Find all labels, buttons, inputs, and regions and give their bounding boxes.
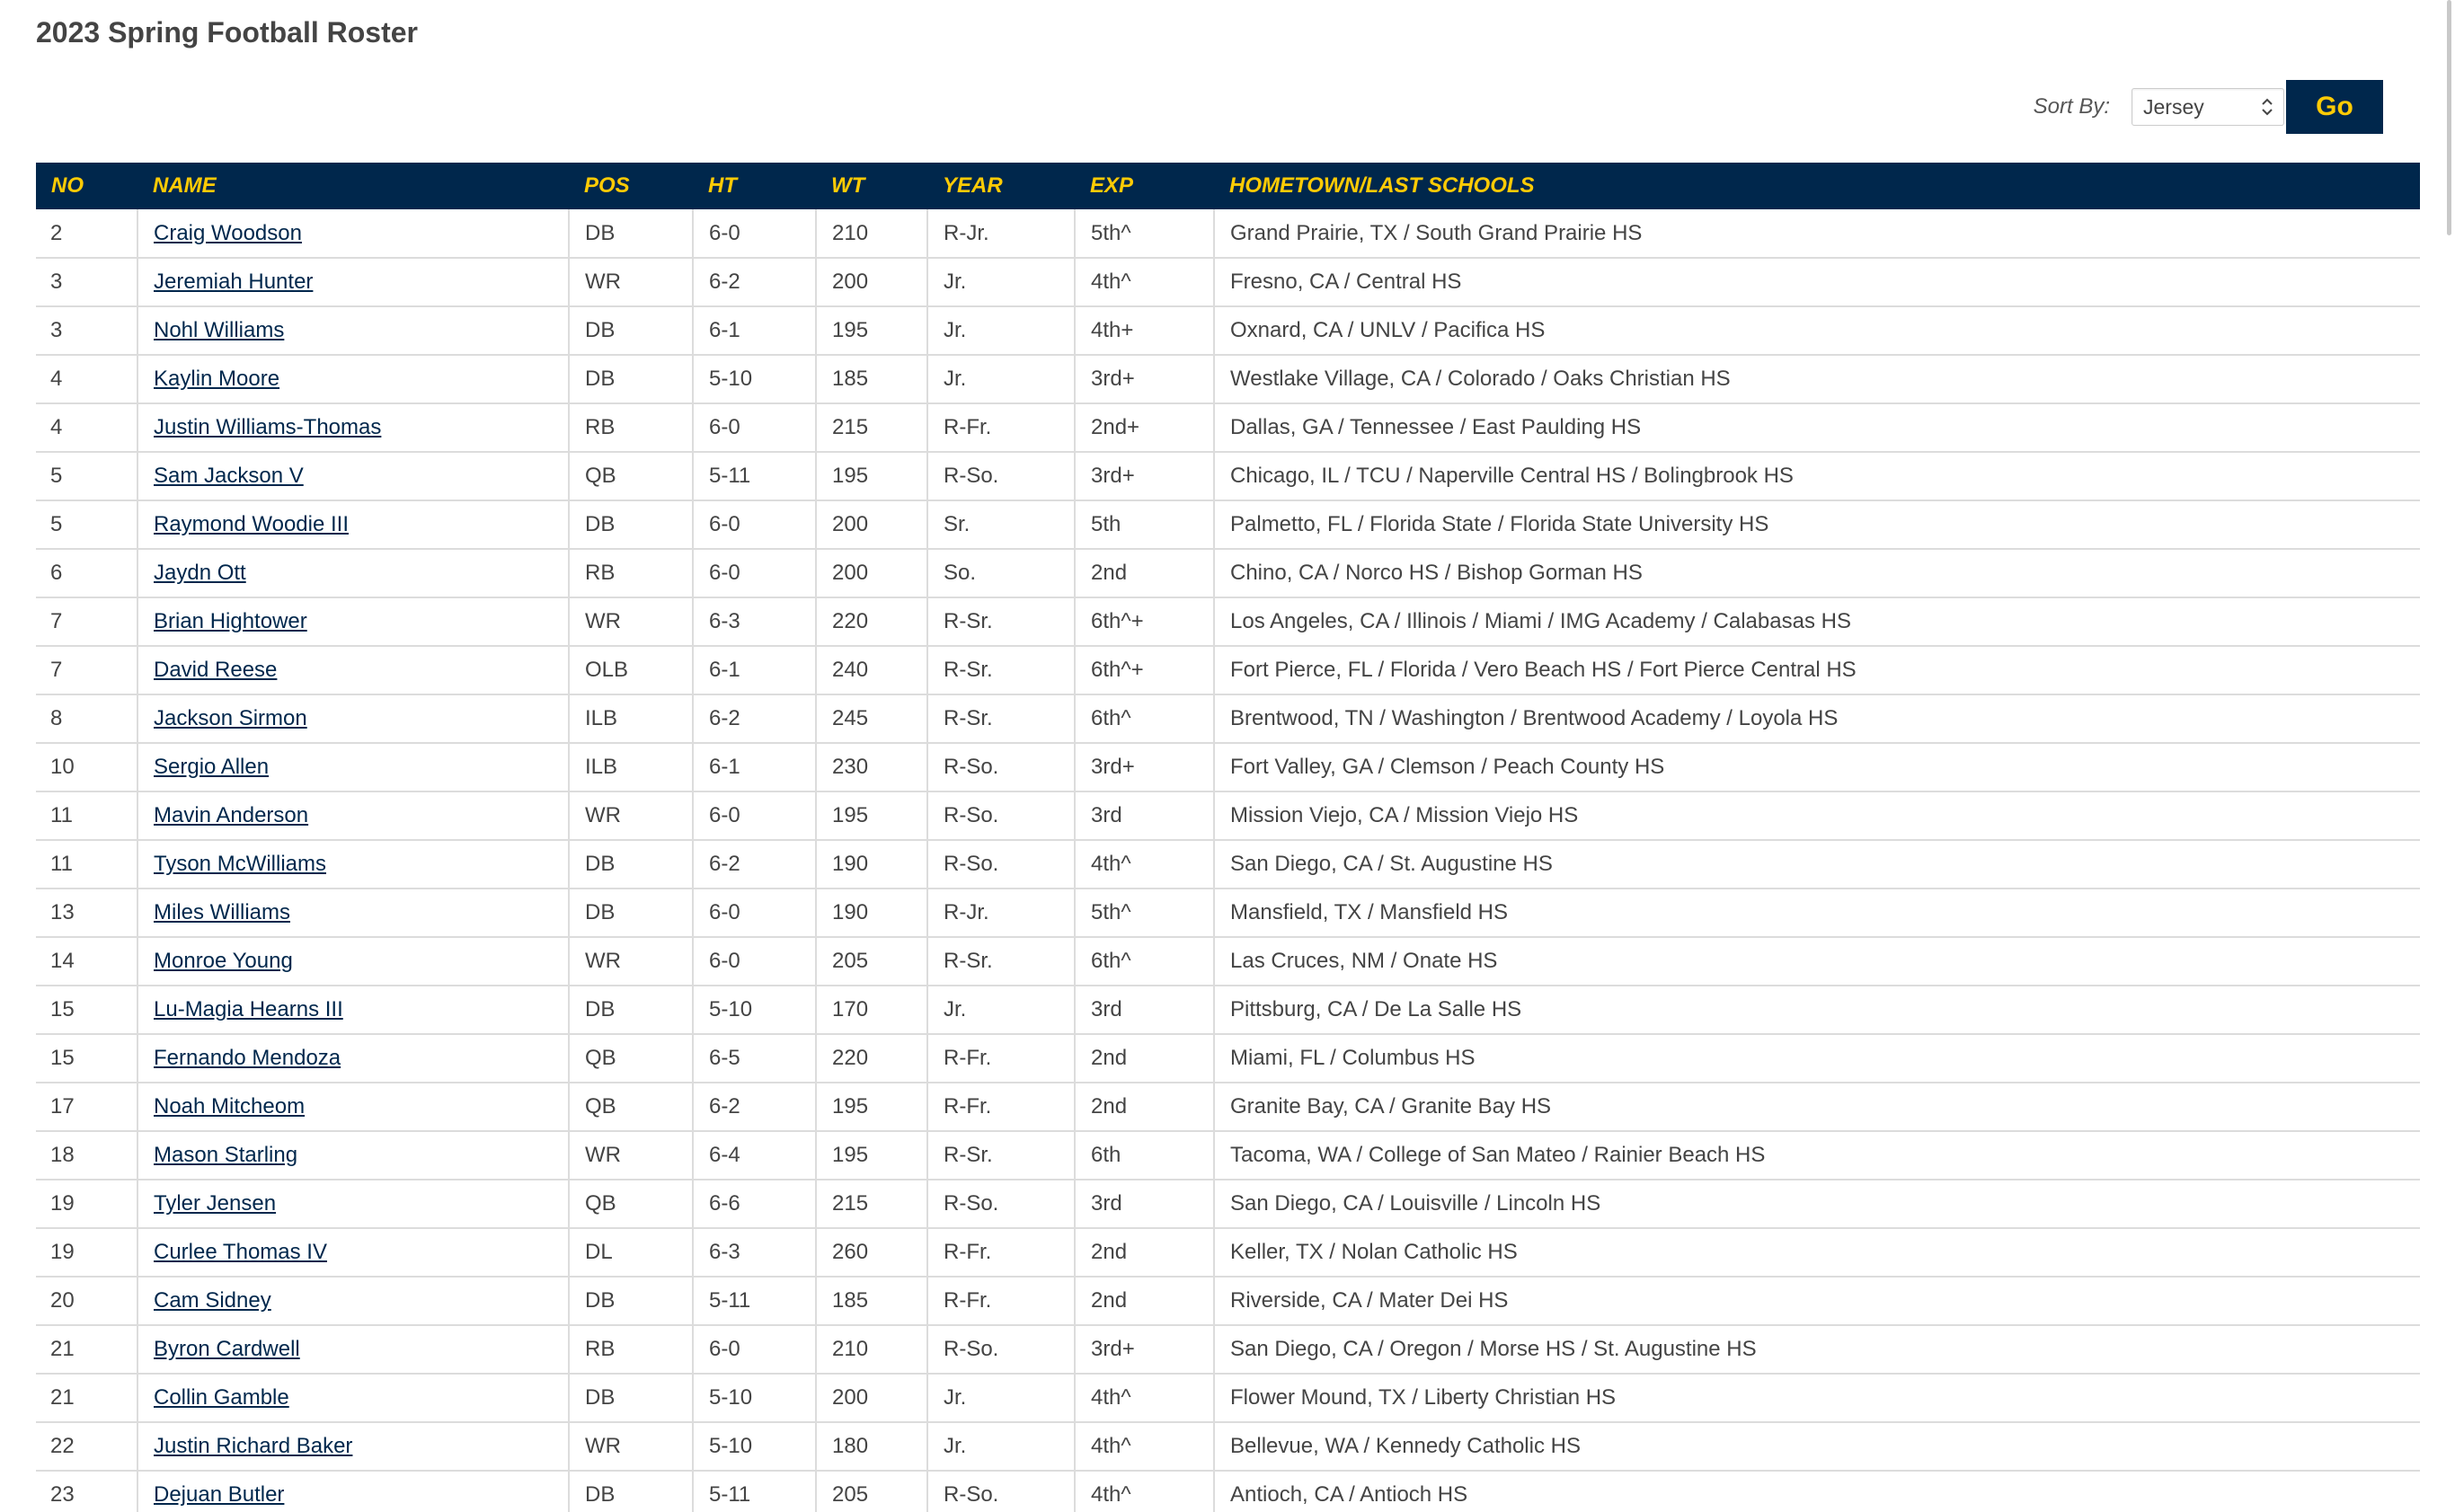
cell-wt: 205 <box>816 937 927 986</box>
cell-exp: 3rd <box>1075 986 1214 1034</box>
player-name-link[interactable]: Byron Cardwell <box>154 1337 300 1361</box>
cell-name <box>137 306 569 355</box>
cell-pos: WR <box>569 791 693 840</box>
cell-hometown: Fort Pierce, FL / Florida / Vero Beach HS / Fort Pierce Central HS <box>1214 646 2420 694</box>
cell-wt: 210 <box>816 209 927 258</box>
table-row <box>36 646 2420 694</box>
cell-ht: 6-0 <box>693 937 816 986</box>
cell-wt: 195 <box>816 1131 927 1180</box>
cell-wt: 210 <box>816 1325 927 1374</box>
player-name-link[interactable]: Jaydn Ott <box>154 561 246 585</box>
cell-hometown: Las Cruces, NM / Onate HS <box>1214 937 2420 986</box>
cell-name <box>137 840 569 889</box>
player-name-link[interactable]: Jeremiah Hunter <box>154 270 314 294</box>
cell-exp: 6th^ <box>1075 937 1214 986</box>
player-name-link[interactable]: Lu-Magia Hearns III <box>154 997 343 1021</box>
cell-no: 20 <box>36 1277 137 1325</box>
table-row <box>36 549 2420 597</box>
cell-hometown: Brentwood, TN / Washington / Brentwood Academy / Loyola HS <box>1214 694 2420 743</box>
player-name-link[interactable]: Cam Sidney <box>154 1288 271 1313</box>
cell-year: R-So. <box>927 791 1075 840</box>
player-name-link[interactable]: Noah Mitcheom <box>154 1094 306 1119</box>
cell-pos: ILB <box>569 743 693 791</box>
player-name-link[interactable]: Dejuan Butler <box>154 1482 285 1507</box>
cell-pos: RB <box>569 549 693 597</box>
cell-pos: DB <box>569 1471 693 1512</box>
cell-wt: 205 <box>816 1471 927 1512</box>
player-name-link[interactable]: Miles Williams <box>154 900 290 924</box>
column-header-ht: HT <box>693 163 816 209</box>
cell-year: R-Sr. <box>927 646 1075 694</box>
cell-year: R-Sr. <box>927 1131 1075 1180</box>
cell-pos: OLB <box>569 646 693 694</box>
cell-hometown: Chino, CA / Norco HS / Bishop Gorman HS <box>1214 549 2420 597</box>
cell-ht: 5-10 <box>693 355 816 403</box>
table-row <box>36 1471 2420 1512</box>
table-row <box>36 597 2420 646</box>
cell-wt: 180 <box>816 1422 927 1471</box>
table-row <box>36 986 2420 1034</box>
cell-pos: DB <box>569 889 693 937</box>
cell-year: R-Jr. <box>927 889 1075 937</box>
cell-exp: 6th^ <box>1075 694 1214 743</box>
cell-hometown: Antioch, CA / Antioch HS <box>1214 1471 2420 1512</box>
cell-name <box>137 549 569 597</box>
cell-exp: 2nd+ <box>1075 403 1214 452</box>
player-name-link[interactable]: Justin Richard Baker <box>154 1434 353 1458</box>
cell-ht: 6-3 <box>693 1228 816 1277</box>
column-header-wt: WT <box>816 163 927 209</box>
cell-pos: QB <box>569 452 693 500</box>
player-name-link[interactable]: Craig Woodson <box>154 220 302 245</box>
table-row <box>36 1374 2420 1422</box>
cell-year: Jr. <box>927 306 1075 355</box>
cell-name <box>137 1228 569 1277</box>
cell-name <box>137 209 569 258</box>
cell-name <box>137 403 569 452</box>
player-name-link[interactable]: David Reese <box>154 658 278 682</box>
cell-wt: 220 <box>816 597 927 646</box>
cell-ht: 6-0 <box>693 791 816 840</box>
table-row <box>36 791 2420 840</box>
table-row <box>36 743 2420 791</box>
cell-pos: WR <box>569 1422 693 1471</box>
cell-exp: 2nd <box>1075 1083 1214 1131</box>
cell-ht: 6-1 <box>693 646 816 694</box>
cell-year: R-So. <box>927 1325 1075 1374</box>
cell-name <box>137 743 569 791</box>
cell-pos: QB <box>569 1083 693 1131</box>
cell-name <box>137 694 569 743</box>
table-row <box>36 1083 2420 1131</box>
player-name-link[interactable]: Tyson McWilliams <box>154 852 327 876</box>
cell-year: R-Fr. <box>927 1034 1075 1083</box>
cell-name <box>137 1034 569 1083</box>
cell-year: Jr. <box>927 1374 1075 1422</box>
cell-year: Jr. <box>927 355 1075 403</box>
table-row <box>36 1180 2420 1228</box>
cell-hometown: Oxnard, CA / UNLV / Pacifica HS <box>1214 306 2420 355</box>
cell-ht: 6-0 <box>693 549 816 597</box>
cell-ht: 5-11 <box>693 1277 816 1325</box>
column-header-year: YEAR <box>927 163 1075 209</box>
sort-select-value: Jersey <box>2143 94 2204 119</box>
cell-exp: 4th^ <box>1075 1471 1214 1512</box>
cell-no: 3 <box>36 306 137 355</box>
cell-hometown: Grand Prairie, TX / South Grand Prairie HS <box>1214 209 2420 258</box>
cell-no: 5 <box>36 500 137 549</box>
cell-year: Jr. <box>927 1422 1075 1471</box>
cell-pos: QB <box>569 1034 693 1083</box>
sort-bar <box>2034 80 2383 134</box>
cell-exp: 6th^+ <box>1075 597 1214 646</box>
cell-name <box>137 937 569 986</box>
cell-hometown: Fort Valley, GA / Clemson / Peach County HS <box>1214 743 2420 791</box>
cell-no: 4 <box>36 355 137 403</box>
cell-no: 19 <box>36 1180 137 1228</box>
cell-pos: DB <box>569 209 693 258</box>
cell-wt: 195 <box>816 452 927 500</box>
cell-name <box>137 1277 569 1325</box>
cell-name <box>137 791 569 840</box>
cell-ht: 6-3 <box>693 597 816 646</box>
table-row <box>36 209 2420 258</box>
cell-ht: 6-0 <box>693 500 816 549</box>
table-row <box>36 1422 2420 1471</box>
roster-table <box>36 163 2420 1512</box>
cell-exp: 3rd+ <box>1075 1325 1214 1374</box>
cell-hometown: Tacoma, WA / College of San Mateo / Rainier Beach HS <box>1214 1131 2420 1180</box>
cell-pos: QB <box>569 1180 693 1228</box>
cell-no: 5 <box>36 452 137 500</box>
cell-name <box>137 1471 569 1512</box>
cell-name <box>137 646 569 694</box>
cell-no: 11 <box>36 840 137 889</box>
cell-name <box>137 355 569 403</box>
cell-no: 2 <box>36 209 137 258</box>
cell-year: R-Sr. <box>927 937 1075 986</box>
cell-hometown: San Diego, CA / St. Augustine HS <box>1214 840 2420 889</box>
cell-no: 3 <box>36 258 137 306</box>
table-row <box>36 1277 2420 1325</box>
cell-wt: 185 <box>816 1277 927 1325</box>
cell-wt: 215 <box>816 403 927 452</box>
cell-name <box>137 1180 569 1228</box>
cell-year: R-So. <box>927 1180 1075 1228</box>
cell-hometown: Los Angeles, CA / Illinois / Miami / IMG Academy / Calabasas HS <box>1214 597 2420 646</box>
cell-exp: 3rd+ <box>1075 355 1214 403</box>
cell-wt: 190 <box>816 889 927 937</box>
cell-hometown: Keller, TX / Nolan Catholic HS <box>1214 1228 2420 1277</box>
cell-exp: 3rd <box>1075 791 1214 840</box>
page-title: 2023 Spring Football Roster <box>36 16 418 49</box>
cell-name <box>137 1131 569 1180</box>
cell-name <box>137 258 569 306</box>
cell-pos: WR <box>569 258 693 306</box>
cell-no: 14 <box>36 937 137 986</box>
cell-wt: 240 <box>816 646 927 694</box>
cell-pos: DB <box>569 355 693 403</box>
cell-hometown: Dallas, GA / Tennessee / East Paulding HS <box>1214 403 2420 452</box>
table-row <box>36 1228 2420 1277</box>
cell-pos: RB <box>569 1325 693 1374</box>
cell-name <box>137 889 569 937</box>
cell-year: So. <box>927 549 1075 597</box>
column-header-pos: POS <box>569 163 693 209</box>
cell-wt: 185 <box>816 355 927 403</box>
vertical-scrollbar[interactable] <box>2442 0 2455 1512</box>
cell-name <box>137 1325 569 1374</box>
cell-wt: 200 <box>816 549 927 597</box>
cell-exp: 2nd <box>1075 549 1214 597</box>
cell-ht: 6-6 <box>693 1180 816 1228</box>
cell-ht: 6-4 <box>693 1131 816 1180</box>
cell-wt: 230 <box>816 743 927 791</box>
cell-no: 11 <box>36 791 137 840</box>
cell-pos: DB <box>569 1374 693 1422</box>
cell-pos: WR <box>569 597 693 646</box>
player-name-link[interactable]: Justin Williams-Thomas <box>154 415 382 439</box>
cell-no: 23 <box>36 1471 137 1512</box>
cell-ht: 6-0 <box>693 209 816 258</box>
cell-ht: 6-0 <box>693 1325 816 1374</box>
cell-year: R-Jr. <box>927 209 1075 258</box>
cell-exp: 5th^ <box>1075 209 1214 258</box>
cell-exp: 5th^ <box>1075 889 1214 937</box>
cell-pos: RB <box>569 403 693 452</box>
cell-wt: 190 <box>816 840 927 889</box>
cell-exp: 3rd <box>1075 1180 1214 1228</box>
cell-exp: 3rd+ <box>1075 452 1214 500</box>
cell-name <box>137 1374 569 1422</box>
cell-ht: 6-2 <box>693 1083 816 1131</box>
cell-no: 18 <box>36 1131 137 1180</box>
cell-ht: 5-10 <box>693 986 816 1034</box>
cell-hometown: Fresno, CA / Central HS <box>1214 258 2420 306</box>
cell-ht: 6-1 <box>693 743 816 791</box>
column-header-no: NO <box>36 163 137 209</box>
table-row <box>36 306 2420 355</box>
cell-name <box>137 500 569 549</box>
chevron-updown-icon <box>2260 96 2274 118</box>
table-row <box>36 1131 2420 1180</box>
cell-no: 7 <box>36 646 137 694</box>
player-name-link[interactable]: Brian Hightower <box>154 609 307 633</box>
cell-exp: 2nd <box>1075 1034 1214 1083</box>
cell-exp: 6th^+ <box>1075 646 1214 694</box>
cell-exp: 4th+ <box>1075 306 1214 355</box>
cell-hometown: Flower Mound, TX / Liberty Christian HS <box>1214 1374 2420 1422</box>
cell-hometown: Mansfield, TX / Mansfield HS <box>1214 889 2420 937</box>
table-row <box>36 403 2420 452</box>
cell-exp: 4th^ <box>1075 258 1214 306</box>
cell-no: 7 <box>36 597 137 646</box>
player-name-link[interactable]: Sergio Allen <box>154 755 270 779</box>
player-name-link[interactable]: Kaylin Moore <box>154 367 280 391</box>
column-header-hometown: HOMETOWN/LAST SCHOOLS <box>1214 163 2420 209</box>
cell-no: 8 <box>36 694 137 743</box>
cell-name <box>137 986 569 1034</box>
cell-hometown: Bellevue, WA / Kennedy Catholic HS <box>1214 1422 2420 1471</box>
cell-no: 4 <box>36 403 137 452</box>
cell-pos: DB <box>569 306 693 355</box>
table-row <box>36 355 2420 403</box>
cell-hometown: Pittsburg, CA / De La Salle HS <box>1214 986 2420 1034</box>
table-row <box>36 889 2420 937</box>
table-row <box>36 1034 2420 1083</box>
cell-exp: 5th <box>1075 500 1214 549</box>
table-row <box>36 500 2420 549</box>
table-row <box>36 694 2420 743</box>
player-name-link[interactable]: Tyler Jensen <box>154 1191 277 1216</box>
scrollbar-thumb[interactable] <box>2447 0 2451 235</box>
cell-hometown: Granite Bay, CA / Granite Bay HS <box>1214 1083 2420 1131</box>
cell-name <box>137 597 569 646</box>
cell-name <box>137 452 569 500</box>
cell-no: 15 <box>36 986 137 1034</box>
cell-name <box>137 1422 569 1471</box>
cell-no: 15 <box>36 1034 137 1083</box>
cell-no: 21 <box>36 1325 137 1374</box>
cell-no: 19 <box>36 1228 137 1277</box>
cell-hometown: San Diego, CA / Oregon / Morse HS / St. Augustine HS <box>1214 1325 2420 1374</box>
cell-name <box>137 1083 569 1131</box>
cell-hometown: Riverside, CA / Mater Dei HS <box>1214 1277 2420 1325</box>
cell-wt: 245 <box>816 694 927 743</box>
cell-year: R-Fr. <box>927 403 1075 452</box>
cell-hometown: Mission Viejo, CA / Mission Viejo HS <box>1214 791 2420 840</box>
cell-no: 21 <box>36 1374 137 1422</box>
cell-no: 6 <box>36 549 137 597</box>
player-name-link[interactable]: Raymond Woodie III <box>154 512 349 536</box>
cell-pos: DB <box>569 500 693 549</box>
cell-no: 13 <box>36 889 137 937</box>
cell-wt: 195 <box>816 1083 927 1131</box>
player-name-link[interactable]: Monroe Young <box>154 949 293 973</box>
cell-hometown: Palmetto, FL / Florida State / Florida State University HS <box>1214 500 2420 549</box>
cell-year: Jr. <box>927 986 1075 1034</box>
cell-ht: 6-0 <box>693 889 816 937</box>
cell-wt: 200 <box>816 258 927 306</box>
cell-ht: 6-1 <box>693 306 816 355</box>
table-row <box>36 937 2420 986</box>
cell-exp: 3rd+ <box>1075 743 1214 791</box>
player-name-link[interactable]: Mavin Anderson <box>154 803 309 827</box>
cell-pos: DB <box>569 1277 693 1325</box>
cell-exp: 2nd <box>1075 1228 1214 1277</box>
cell-hometown: Westlake Village, CA / Colorado / Oaks Christian HS <box>1214 355 2420 403</box>
column-header-exp: EXP <box>1075 163 1214 209</box>
cell-year: R-So. <box>927 452 1075 500</box>
cell-no: 10 <box>36 743 137 791</box>
player-name-link[interactable]: Nohl Williams <box>154 318 285 342</box>
cell-year: Sr. <box>927 500 1075 549</box>
cell-hometown: Miami, FL / Columbus HS <box>1214 1034 2420 1083</box>
cell-pos: DL <box>569 1228 693 1277</box>
cell-year: R-Sr. <box>927 597 1075 646</box>
cell-year: R-Sr. <box>927 694 1075 743</box>
player-name-link[interactable]: Jackson Sirmon <box>154 706 307 730</box>
cell-ht: 6-2 <box>693 840 816 889</box>
cell-wt: 195 <box>816 306 927 355</box>
cell-ht: 5-11 <box>693 452 816 500</box>
cell-ht: 6-2 <box>693 258 816 306</box>
cell-wt: 170 <box>816 986 927 1034</box>
cell-exp: 4th^ <box>1075 1374 1214 1422</box>
cell-pos: WR <box>569 937 693 986</box>
cell-year: R-So. <box>927 1471 1075 1512</box>
cell-exp: 2nd <box>1075 1277 1214 1325</box>
cell-year: R-Fr. <box>927 1228 1075 1277</box>
table-row <box>36 1325 2420 1374</box>
table-row <box>36 258 2420 306</box>
cell-wt: 195 <box>816 791 927 840</box>
cell-no: 22 <box>36 1422 137 1471</box>
player-name-link[interactable]: Fernando Mendoza <box>154 1046 341 1070</box>
cell-pos: DB <box>569 840 693 889</box>
table-header-row <box>36 163 2420 209</box>
sort-select[interactable] <box>2132 88 2284 126</box>
column-header-name: NAME <box>137 163 569 209</box>
cell-year: R-Fr. <box>927 1277 1075 1325</box>
cell-year: Jr. <box>927 258 1075 306</box>
cell-no: 17 <box>36 1083 137 1131</box>
cell-hometown: Chicago, IL / TCU / Naperville Central HS / Bolingbrook HS <box>1214 452 2420 500</box>
cell-hometown: San Diego, CA / Louisville / Lincoln HS <box>1214 1180 2420 1228</box>
cell-ht: 6-5 <box>693 1034 816 1083</box>
cell-year: R-So. <box>927 743 1075 791</box>
player-name-link[interactable]: Mason Starling <box>154 1143 298 1167</box>
go-button[interactable]: Go <box>2286 80 2383 134</box>
sort-by-label: Sort By: <box>2033 94 2110 119</box>
player-name-link[interactable]: Curlee Thomas IV <box>154 1240 327 1264</box>
cell-pos: WR <box>569 1131 693 1180</box>
cell-exp: 6th <box>1075 1131 1214 1180</box>
player-name-link[interactable]: Collin Gamble <box>154 1385 289 1410</box>
table-row <box>36 840 2420 889</box>
cell-wt: 200 <box>816 1374 927 1422</box>
cell-ht: 5-11 <box>693 1471 816 1512</box>
cell-ht: 5-10 <box>693 1374 816 1422</box>
cell-exp: 4th^ <box>1075 1422 1214 1471</box>
cell-year: R-Fr. <box>927 1083 1075 1131</box>
table-row <box>36 452 2420 500</box>
cell-wt: 215 <box>816 1180 927 1228</box>
cell-ht: 6-0 <box>693 403 816 452</box>
cell-wt: 260 <box>816 1228 927 1277</box>
cell-exp: 4th^ <box>1075 840 1214 889</box>
cell-year: R-So. <box>927 840 1075 889</box>
cell-ht: 6-2 <box>693 694 816 743</box>
cell-wt: 220 <box>816 1034 927 1083</box>
cell-pos: ILB <box>569 694 693 743</box>
cell-wt: 200 <box>816 500 927 549</box>
player-name-link[interactable]: Sam Jackson V <box>154 464 304 488</box>
cell-pos: DB <box>569 986 693 1034</box>
cell-ht: 5-10 <box>693 1422 816 1471</box>
